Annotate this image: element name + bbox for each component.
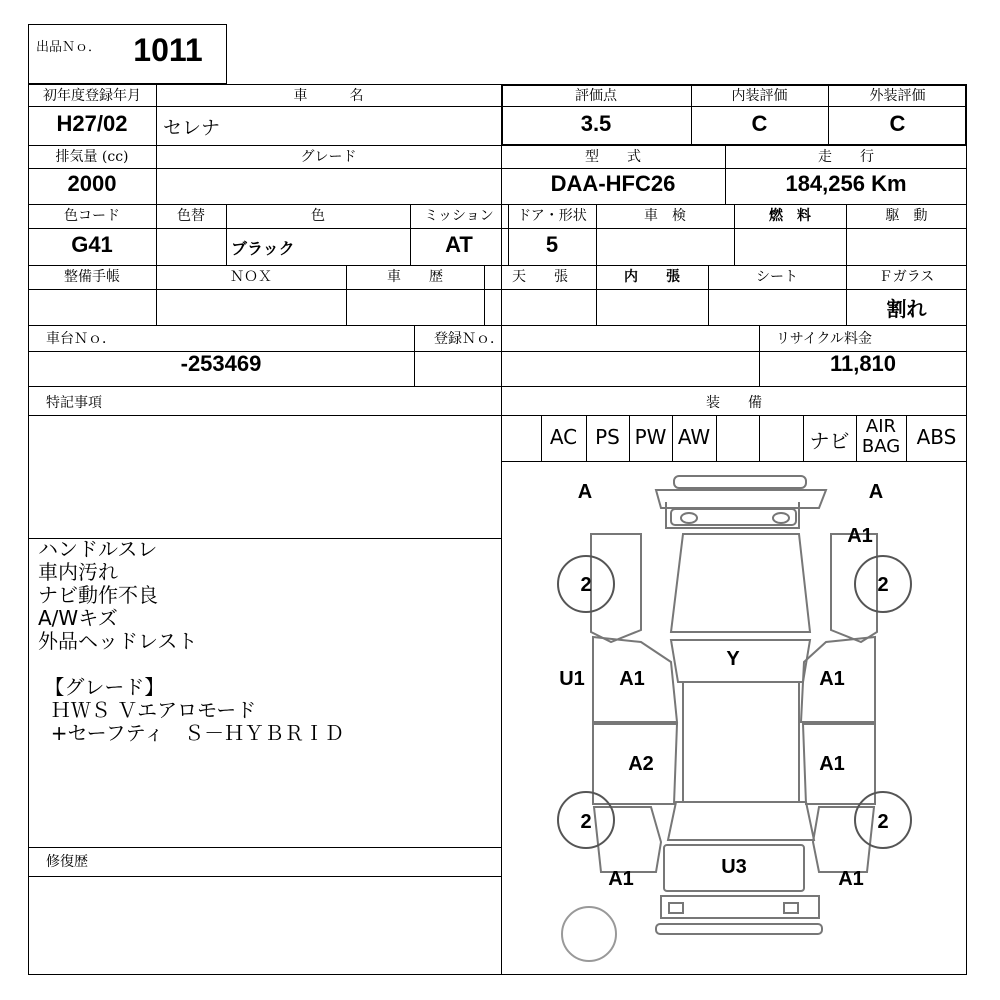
equipment-row <box>501 415 967 461</box>
mark-roof: Y <box>726 648 740 670</box>
equipment-item: ABS <box>916 425 957 449</box>
mark-left-front-door: A1 <box>619 668 645 690</box>
color-code-value: G41 <box>71 232 113 257</box>
mark-left-rear-door: A2 <box>628 753 654 775</box>
remarks-notes: ハンドルスレ 車内汚れ ナビ動作不良 A/Wキズ 外品ヘッドレスト 【グレード】 ＨＷＳ Ｖエアロモード +セーフティ Ｓ－ＨＹＢＲＩＤ <box>38 537 345 745</box>
rule <box>759 415 760 461</box>
displacement-label: 排気量 (cc) <box>55 149 129 165</box>
mark-right-front-wheel: 2 <box>877 574 889 596</box>
first-reg-value: H27/02 <box>56 111 128 136</box>
repair-history-label: 修復歴 <box>46 854 88 870</box>
car-name-value: セレナ <box>163 117 221 139</box>
lot-number: 1011 <box>133 32 203 68</box>
rear-step <box>656 924 822 934</box>
score-value: 3.5 <box>580 111 612 136</box>
mark-right-front-fender: A1 <box>847 525 873 547</box>
rule <box>28 847 501 848</box>
nox-label: ＮＯＸ <box>230 269 272 285</box>
sunroof-label: 天 張 <box>512 269 568 285</box>
repaint-label: 色替 <box>177 208 205 224</box>
remarks-label: 特記事項 <box>46 395 102 411</box>
front-bumper <box>674 476 806 488</box>
mark-front-right-corner: A <box>868 481 884 503</box>
spare-tire <box>562 907 616 961</box>
inspection-label: 車 検 <box>644 208 686 224</box>
mark-left-front-wheel: 2 <box>580 574 592 596</box>
reg-no-label: 登録Ｎｏ． <box>434 331 504 347</box>
rule <box>28 876 501 877</box>
car-name-label: 車 名 <box>293 88 364 104</box>
mark-left-rear-wheel: 2 <box>580 811 592 833</box>
hood <box>671 534 810 632</box>
color-value: ブラック <box>231 239 295 258</box>
rule <box>28 289 967 290</box>
rear-light <box>784 903 798 913</box>
equipment-item: ナビ <box>809 429 850 453</box>
roof <box>683 682 799 802</box>
door-shape-value: 5 <box>545 232 559 257</box>
front-bumper-outline <box>656 490 826 508</box>
displacement-value: 2000 <box>67 171 117 196</box>
chassis-no-label: 車台Ｎｏ． <box>46 331 116 347</box>
interior-label: 内装評価 <box>731 88 788 104</box>
equipment-item: AC <box>549 425 578 449</box>
f-glass-label: Ｆガラス <box>878 269 935 285</box>
mark-right-rear-door: A1 <box>819 753 845 775</box>
mileage-label: 走 行 <box>818 149 874 165</box>
mark-left-step: U1 <box>559 668 585 690</box>
right-fender <box>831 534 877 642</box>
door-shape-label: ドア・形状 <box>517 208 587 224</box>
fuel-label: 燃 料 <box>769 208 811 224</box>
mark-right-rear-quarter: A1 <box>838 868 864 890</box>
color-label: 色 <box>311 208 325 224</box>
model-label: 型 式 <box>585 149 641 165</box>
front-emblem <box>681 513 697 523</box>
front-emblem <box>773 513 789 523</box>
interior-value: C <box>751 111 768 136</box>
chassis-no-value: -253469 <box>180 351 262 376</box>
mission-value: AT <box>445 232 473 257</box>
rule <box>716 415 717 461</box>
lining-label: 内 張 <box>624 269 680 285</box>
recycle-value: 11,810 <box>829 351 897 376</box>
rear-bumper <box>661 896 819 918</box>
color-code-label: 色コード <box>64 208 120 224</box>
windshield <box>671 640 810 682</box>
equipment-label: 装 備 <box>706 395 762 411</box>
exterior-label: 外装評価 <box>869 88 926 104</box>
left-quarter <box>594 807 661 872</box>
rule <box>28 228 967 229</box>
grade-label: グレード <box>300 149 357 165</box>
service-book-label: 整備手帳 <box>64 269 120 285</box>
first-reg-label: 初年度登録年月 <box>43 88 141 104</box>
rule <box>414 325 415 386</box>
recycle-label: リサイクル料金 <box>776 331 873 347</box>
mark-rear-gate: U3 <box>721 856 747 878</box>
mark-right-rear-wheel: 2 <box>877 811 889 833</box>
rear-window <box>668 802 814 840</box>
history-label: 車 歴 <box>387 269 443 285</box>
lot-number-label: 出品Ｎｏ． <box>36 40 102 55</box>
equipment-item: AIR BAG <box>861 416 901 457</box>
score-label: 評価点 <box>575 88 617 104</box>
car-damage-diagram <box>501 462 967 974</box>
rule <box>28 386 967 387</box>
f-glass-value: 割れ <box>886 299 927 321</box>
rear-light <box>669 903 683 913</box>
rule <box>28 204 967 205</box>
mission-label: ミッション <box>424 208 494 224</box>
mark-left-rear-quarter: A1 <box>608 868 634 890</box>
exterior-value: C <box>889 111 906 136</box>
rule <box>28 325 967 326</box>
left-fender <box>591 534 641 642</box>
model-value: DAA-HFC26 <box>550 171 676 196</box>
equipment-item: PW <box>634 425 667 449</box>
equipment-item: AW <box>677 425 711 449</box>
rule <box>28 265 967 266</box>
equipment-item: PS <box>595 425 620 449</box>
drive-label: 駆 動 <box>885 208 928 224</box>
mark-front-left-corner: A <box>577 481 593 503</box>
rule <box>28 168 967 169</box>
seat-label: シート <box>756 269 798 285</box>
mark-right-front-door: A1 <box>819 668 845 690</box>
mileage-value: 184,256 Km <box>785 171 907 196</box>
right-quarter <box>813 807 874 872</box>
